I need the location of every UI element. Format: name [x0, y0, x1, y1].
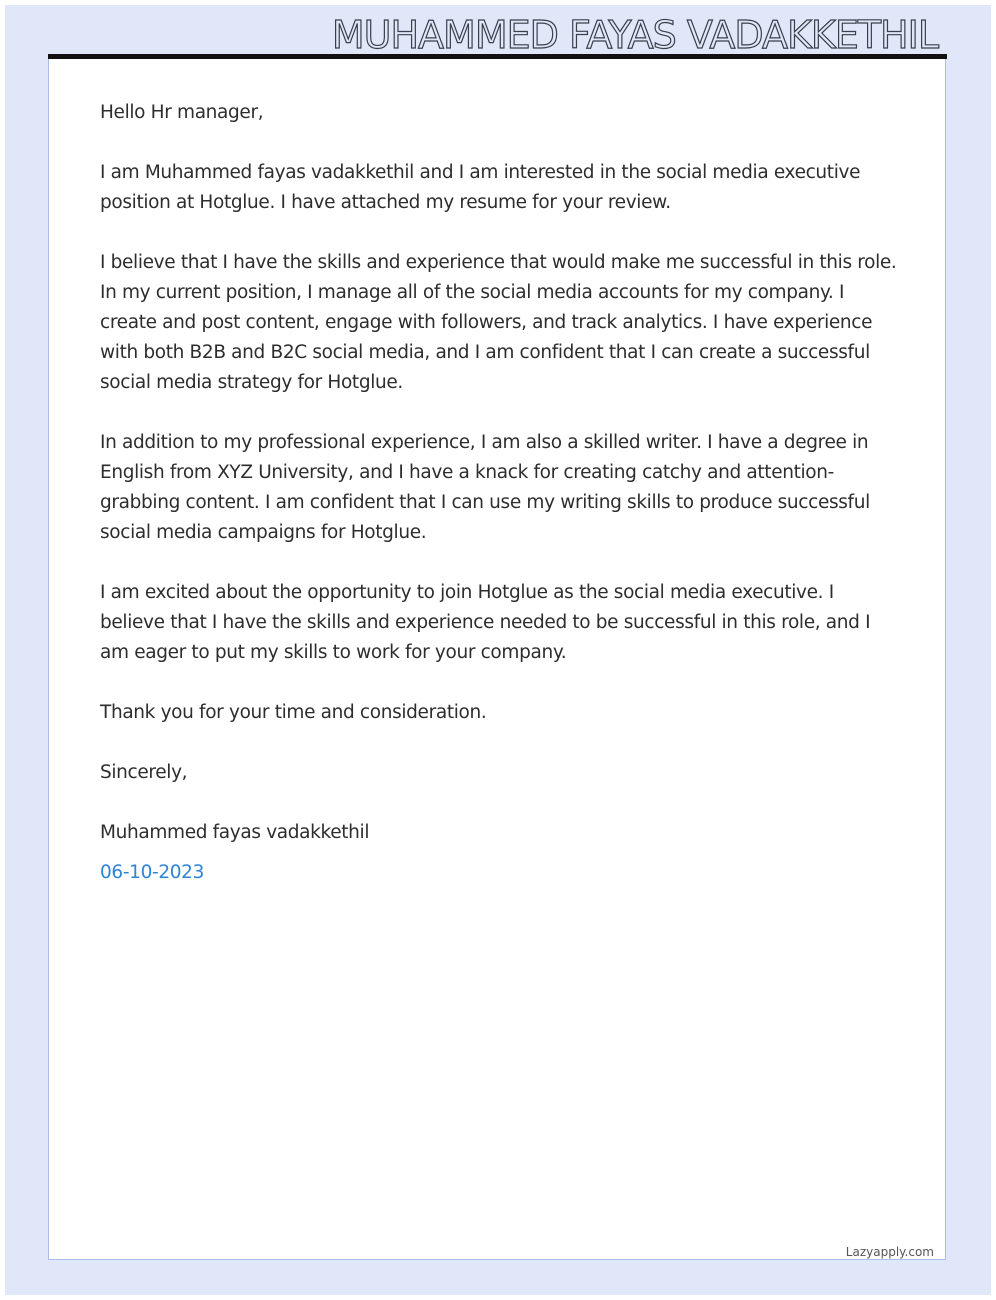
letter-paragraph-excitement: I am excited about the opportunity to join Hotglue as the social media executive. I believe that I have the skills and experience needed to be successful in this role, and I am eager to put my skills to work for your company. — [100, 582, 871, 663]
letter-paragraph-writing: In addition to my professional experience, I am also a skilled writer. I have a degree in English from XYZ University, and I have a knack for creating catchy and attention-grabbing content. I am confident that I can use my writing skills to produce successful social media campaigns for Hotglue. — [100, 432, 870, 543]
letter-closing: Sincerely, — [100, 762, 188, 783]
letter-greeting: Hello Hr manager, — [100, 102, 264, 123]
letter-paragraph-thanks: Thank you for your time and consideration. — [100, 702, 487, 723]
letter-signature: Muhammed fayas vadakkethil — [100, 822, 370, 843]
cover-letter-body — [100, 98, 900, 918]
letter-paragraph-intro: I am Muhammed fayas vadakkethil and I am interested in the social media executive position at Hotglue. I have attached my resume for your review. — [100, 162, 861, 213]
footer-brand-link[interactable]: Lazyapply.com — [845, 1245, 934, 1259]
letter-date: 06-10-2023 — [100, 862, 205, 883]
letter-paragraph-experience: I believe that I have the skills and experience that would make me successful in this role. In my current position, I manage all of the social media accounts for my company. I create and post content, engage with followers, and track analytics. I have experience with both B2B and B2C social media, and I am confident that I can create a successful social media strategy for Hotglue. — [100, 252, 897, 393]
applicant-name-heading: MUHAMMED FAYAS VADAKKETHIL — [331, 13, 938, 57]
